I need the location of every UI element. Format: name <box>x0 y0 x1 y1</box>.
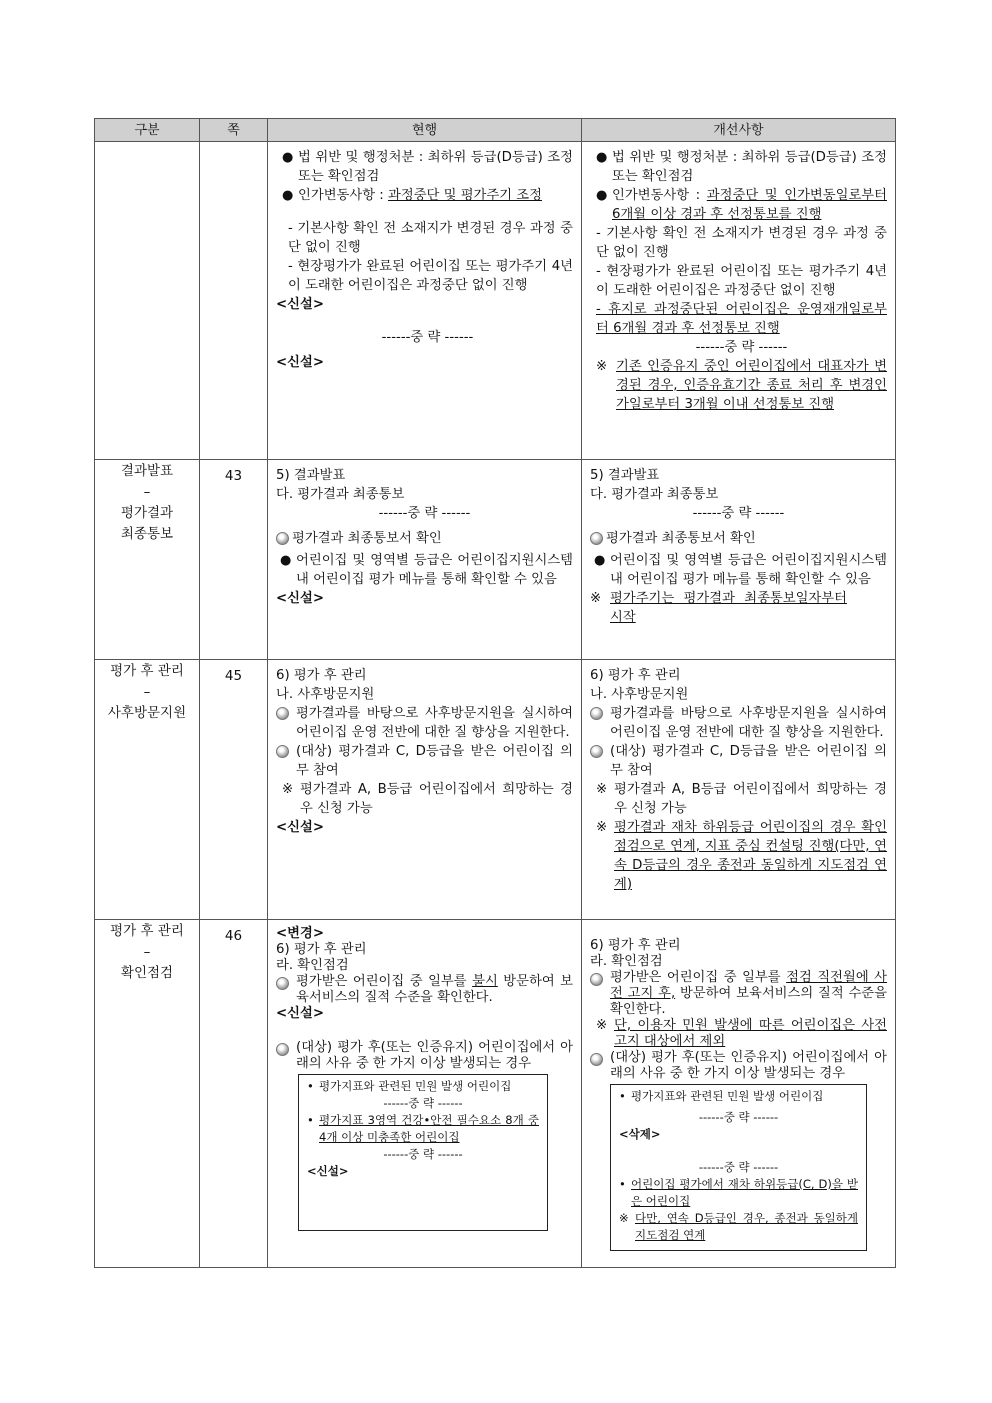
comparison-table <box>94 118 896 1268</box>
section-heading: 6) 평가 후 관리 <box>276 942 367 957</box>
dash-text: - 현장평가가 완료된 어린이집 또는 평가주기 4년이 도래한 어린이집은 과정중단 없이 진행 <box>288 259 573 293</box>
section-heading: 6) 평가 후 관리 <box>590 668 681 683</box>
page-cell <box>200 142 268 460</box>
circle-bullet-icon <box>276 977 289 990</box>
circle-bullet-icon <box>590 745 603 758</box>
omission-mark: ------중 략 ------ <box>698 1160 779 1174</box>
section-subheading: 라. 확인점검 <box>590 954 663 969</box>
current-cell: 5) 결과발표 다. 평가결과 최종통보 ------중 략 ------ 평가결과 최종통보서 확인 ● 어린이집 및 영역별 등급은 어린이집지원시스템 내 어린이집 평가 메뉴를 통해 확인할 수 있음 <신설> <box>268 460 582 660</box>
omission-mark: ------중 략 ------ <box>383 1096 463 1110</box>
criteria-box: • 평가지표와 관련된 민원 발생 어린이집 ------중 략 ------ <삭제> ------중 략 ------ • 어린이집 평가에서 재차 하위등급(C, D)을 받은 어린이집 ※ 다만, 연속 D등급인 경우, 종전과 동일하게 지도점검 연계 <box>610 1084 867 1251</box>
section-subheading: 나. 사후방문지원 <box>590 687 689 702</box>
criteria-box: • 평가지표와 관련된 민원 발생 어린이집 ------중 략 ------ • 평가지표 3영역 건강•안전 필수요소 8개 중 4개 이상 미충족한 어린이집 ------중 략 ------ <신설> <box>298 1074 548 1231</box>
dash-text: - 현장평가가 완료된 어린이집 또는 평가주기 4년이 도래한 어린이집은 과정중단 없이 진행 <box>596 264 887 298</box>
category-cell: 평가 후 관리 – 사후방문지원 <box>95 660 200 920</box>
dash-text: - 기본사항 확인 전 소재지가 변경된 경우 과정 중단 없이 진행 <box>288 221 573 255</box>
omission-mark: ------중 략 ------ <box>692 506 785 521</box>
improvement-cell: 6) 평가 후 관리 라. 확인점검 평가받은 어린이집 중 일부를 점검 직전월에 사전 고지 후, 방문하여 보육서비스의 질적 수준을 확인한다. ※ 단, 이용자 민원 발생에 따른 어린이집은 사전 고지 대상에서 제외 (대상) 평가 후(또는 인증유지) 어린이집에서 아래의 사유 중 한 가지 이상 발생되는 경우 • 평가지표와 관련된 민원 발생 어린이집 ------중 략 ------ <삭제> ------중 략 ------ • 어린이집 평가에서 재차 하위등급(C, D)을 받은 어린이집 ※ 다만, 연속 D등급인 경우, 종전과 동일하게 지도점검 연계 <box>582 920 896 1268</box>
circle-bullet-icon <box>590 707 603 720</box>
improvement-cell: 5) 결과발표 다. 평가결과 최종통보 ------중 략 ------ 평가결과 최종통보서 확인 ● 어린이집 및 영역별 등급은 어린이집지원시스템 내 어린이집 평가 메뉴를 통해 확인할 수 있음 ※ 평가주기는 평가결과 최종통보일자부터 시작 <box>582 460 896 660</box>
table-row <box>95 920 896 1268</box>
new-label: <신설> <box>276 355 324 370</box>
section-subheading: 나. 사후방문지원 <box>276 687 375 702</box>
current-cell: ● 법 위반 및 행정처분 : 최하위 등급(D등급) 조정 또는 확인점검 ● 인가변동사항 : 과정중단 및 평가주기 조정 - 기본사항 확인 전 소재지가 변경된 경우 과정 중단 없이 진행 - 현장평가가 완료된 어린이집 또는 평가주기 4년이 도래한 어린이집은 과정중단 없이 진행 <신설> ------중 략 ------ <신설> <box>268 142 582 460</box>
improvement-cell: 6) 평가 후 관리 나. 사후방문지원 평가결과를 바탕으로 사후방문지원을 실시하여 어린이집 운영 전반에 대한 질 향상을 지원한다. (대상) 평가결과 C, D등급을 받은 어린이집 의무 참여 ※ 평가결과 A, B등급 어린이집에서 희망하는 경우 신청 가능 ※ 평가결과 재차 하위등급 어린이집의 경우 확인점검으로 연계, 지표 중심 컨설팅 진행(다만, 연속 D등급의 경우 종전과 동일하게 지도점검 연계) <box>582 660 896 920</box>
new-label: <신설> <box>276 820 324 835</box>
section-heading: 5) 결과발표 <box>276 468 346 483</box>
bullet-text: 인가변동사항 : 과정중단 및 평가주기 조정 <box>298 188 542 203</box>
header-page: 쪽 <box>200 119 268 142</box>
omission-mark: ------중 략 ------ <box>698 1110 779 1124</box>
circle-bullet-icon <box>276 1043 289 1056</box>
page-cell: 46 <box>200 920 268 1268</box>
header-current: 현행 <box>268 119 582 142</box>
new-label: <신설> <box>276 1006 324 1021</box>
circle-bullet-icon <box>276 745 289 758</box>
circle-bullet-icon <box>590 532 603 545</box>
circle-bullet-icon <box>276 532 289 545</box>
current-cell: 6) 평가 후 관리 나. 사후방문지원 평가결과를 바탕으로 사후방문지원을 실시하여 어린이집 운영 전반에 대한 질 향상을 지원한다. (대상) 평가결과 C, D등급을 받은 어린이집 의무 참여 ※ 평가결과 A, B등급 어린이집에서 희망하는 경우 신청 가능 <신설> <box>268 660 582 920</box>
circle-bullet-icon <box>590 1053 603 1066</box>
bullet-text: 인가변동사항 : 과정중단 및 인가변동일로부터 6개월 이상 경과 후 선정통보를 진행 <box>612 188 887 222</box>
section-subheading: 다. 평가결과 최종통보 <box>590 487 719 502</box>
delete-label: <삭제> <box>619 1127 661 1141</box>
table-row <box>95 660 896 920</box>
omission-mark: ------중 략 ------ <box>378 506 471 521</box>
dash-text: - 휴지로 과정중단된 어린이집은 운영재개일로부터 6개월 경과 후 선정통보 진행 <box>596 302 887 336</box>
circle-bullet-icon <box>276 707 289 720</box>
table-row <box>95 142 896 460</box>
page-cell: 45 <box>200 660 268 920</box>
header-improvement: 개선사항 <box>582 119 896 142</box>
new-label: <신설> <box>276 297 324 312</box>
note-text: 평가주기는 평가결과 최종통보일자부터 시작 <box>610 591 847 625</box>
bullet-text: 법 위반 및 행정처분 : 최하위 등급(D등급) 조정 또는 확인점검 <box>298 150 573 184</box>
new-label: <신설> <box>276 591 324 606</box>
header-row <box>95 119 896 142</box>
omission-mark: ------중 략 ------ <box>695 340 788 355</box>
header-category: 구분 <box>95 119 200 142</box>
category-cell: 결과발표 – 평가결과 최종통보 <box>95 460 200 660</box>
current-cell: <변경> 6) 평가 후 관리 라. 확인점검 평가받은 어린이집 중 일부를 불시 방문하여 보육서비스의 질적 수준을 확인한다. <신설> (대상) 평가 후(또는 인증유지) 어린이집에서 아래의 사유 중 한 가지 이상 발생되는 경우 • 평가지표와 관련된 민원 발생 어린이집 ------중 략 ------ • 평가지표 3영역 건강•안전 필수요소 8개 중 4개 이상 미충족한 어린이집 ------중 략 ------ <신설> <box>268 920 582 1268</box>
section-heading: 6) 평가 후 관리 <box>276 668 367 683</box>
section-heading: 5) 결과발표 <box>590 468 660 483</box>
new-label: <신설> <box>307 1164 349 1178</box>
improvement-cell: ● 법 위반 및 행정처분 : 최하위 등급(D등급) 조정 또는 확인점검 ● 인가변동사항 : 과정중단 및 인가변동일로부터 6개월 이상 경과 후 선정통보를 진행 - 기본사항 확인 전 소재지가 변경된 경우 과정 중단 없이 진행 - 현장평가가 완료된 어린이집 또는 평가주기 4년이 도래한 어린이집은 과정중단 없이 진행 - 휴지로 과정중단된 어린이집은 운영재개일로부터 6개월 경과 후 선정통보 진행 ------중 략 ------ ※ 기존 인증유지 중인 어린이집에서 대표자가 변경된 경우, 인증유효기간 종료 처리 후 변경인가일로부터 3개월 이내 선정통보 진행 <box>582 142 896 460</box>
section-subheading: 라. 확인점검 <box>276 958 349 973</box>
change-label: <변경> <box>276 926 324 941</box>
table-row <box>95 460 896 660</box>
note-text: 기존 인증유지 중인 어린이집에서 대표자가 변경된 경우, 인증유효기간 종료 처리 후 변경인가일로부터 3개월 이내 선정통보 진행 <box>616 359 887 412</box>
section-subheading: 다. 평가결과 최종통보 <box>276 487 405 502</box>
page-cell: 43 <box>200 460 268 660</box>
omission-mark: ------중 략 ------ <box>383 1147 463 1161</box>
category-cell: 평가 후 관리 – 확인점검 <box>95 920 200 1268</box>
bullet-text: 법 위반 및 행정처분 : 최하위 등급(D등급) 조정 또는 확인점검 <box>612 150 887 184</box>
dash-text: - 기본사항 확인 전 소재지가 변경된 경우 과정 중단 없이 진행 <box>596 226 887 260</box>
omission-mark: ------중 략 ------ <box>381 330 474 345</box>
section-heading: 6) 평가 후 관리 <box>590 938 681 953</box>
note-text: 평가결과 재차 하위등급 어린이집의 경우 확인점검으로 연계, 지표 중심 컨설팅 진행(다만, 연속 D등급의 경우 종전과 동일하게 지도점검 연계) <box>614 820 887 892</box>
category-cell <box>95 142 200 460</box>
circle-bullet-icon <box>590 973 603 986</box>
